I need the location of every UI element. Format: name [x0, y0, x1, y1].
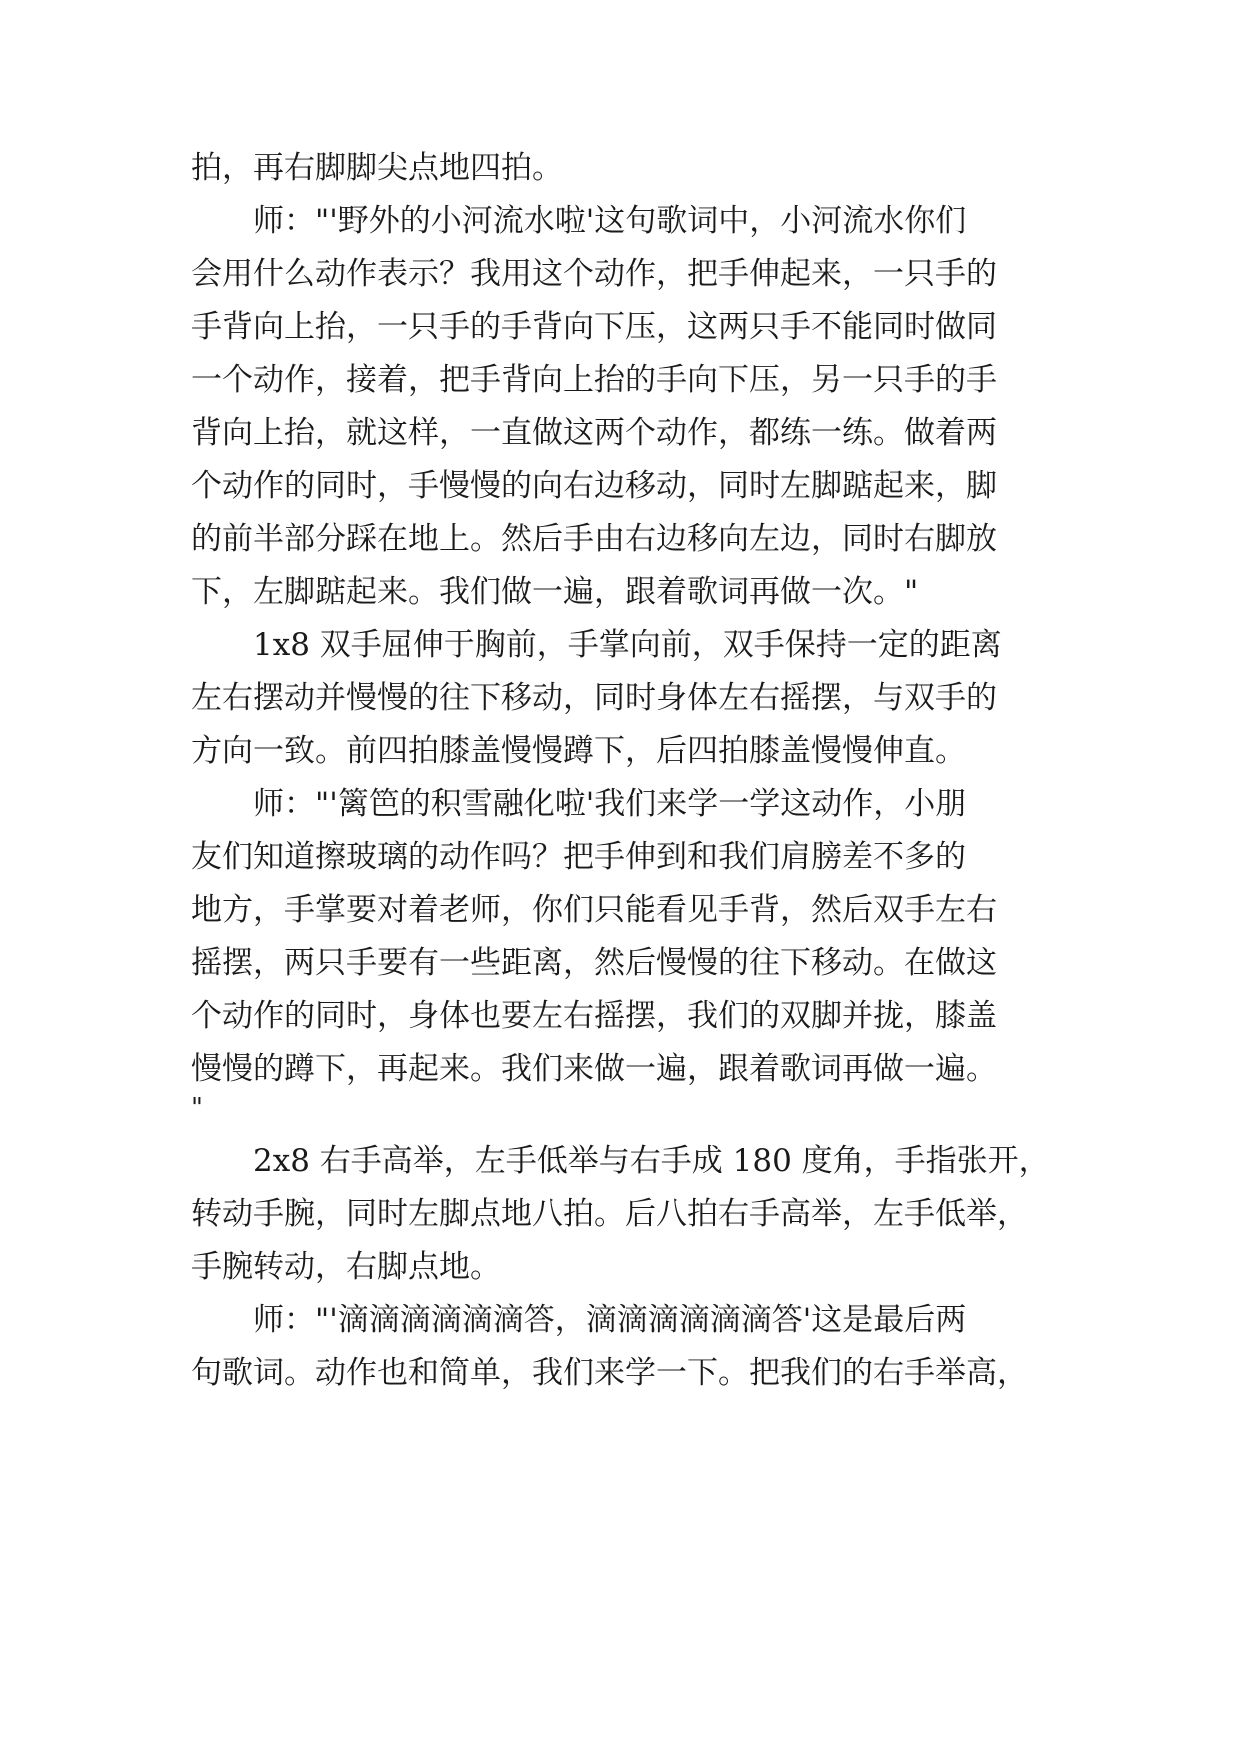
text-line: ": [191, 1093, 203, 1123]
text-line: 友们知道擦玻璃的动作吗？把手伸到和我们肩膀差不多的: [191, 839, 966, 875]
text-line: 句歌词。动作也和简单，我们来学一下。把我们的右手举高，: [191, 1355, 1028, 1391]
text-line: 摇摆，两只手要有一些距离，然后慢慢的往下移动。在做这: [191, 945, 997, 981]
text-line: 慢慢的蹲下，再起来。我们来做一遍，跟着歌词再做一遍。: [191, 1051, 997, 1087]
text-line: 手背向上抬，一只手的手背向下压，这两只手不能同时做同: [191, 309, 997, 345]
text-line: 左右摆动并慢慢的往下移动，同时身体左右摇摆，与双手的: [191, 680, 997, 716]
text-line: 背向上抬，就这样，一直做这两个动作，都练一练。做着两: [191, 415, 997, 451]
text-line: 2x8 右手高举，左手低举与右手成 180 度角，手指张开，: [253, 1143, 1050, 1179]
text-line: 师："'篱笆的积雪融化啦'我们来学一学这动作，小朋: [253, 786, 967, 822]
text-line: 师："'野外的小河流水啦'这句歌词中，小河流水你们: [253, 203, 967, 239]
text-line: 一个动作，接着，把手背向上抬的手向下压，另一只手的手: [191, 362, 997, 398]
text-line: 的前半部分踩在地上。然后手由右边移向左边，同时右脚放: [191, 521, 997, 557]
text-line: 会用什么动作表示？我用这个动作，把手伸起来，一只手的: [191, 256, 997, 292]
text-line: 方向一致。前四拍膝盖慢慢蹲下，后四拍膝盖慢慢伸直。: [191, 733, 966, 769]
text-line: 个动作的同时，身体也要左右摇摆，我们的双脚并拢，膝盖: [191, 998, 997, 1034]
text-line: 师："'滴滴滴滴滴滴答，滴滴滴滴滴滴答'这是最后两: [253, 1302, 967, 1338]
text-line: 手腕转动，右脚点地。: [191, 1249, 501, 1285]
text-line: 地方，手掌要对着老师，你们只能看见手背，然后双手左右: [191, 892, 997, 928]
text-line: 拍，再右脚脚尖点地四拍。: [191, 150, 563, 186]
text-line: 个动作的同时，手慢慢的向右边移动，同时左脚踮起来，脚: [191, 468, 997, 504]
text-line: 转动手腕，同时左脚点地八拍。后八拍右手高举，左手低举，: [191, 1196, 1028, 1232]
text-line: 1x8 双手屈伸于胸前，手掌向前，双手保持一定的距离: [253, 627, 1002, 663]
text-line: 下，左脚踮起来。我们做一遍，跟着歌词再做一次。": [191, 574, 919, 610]
